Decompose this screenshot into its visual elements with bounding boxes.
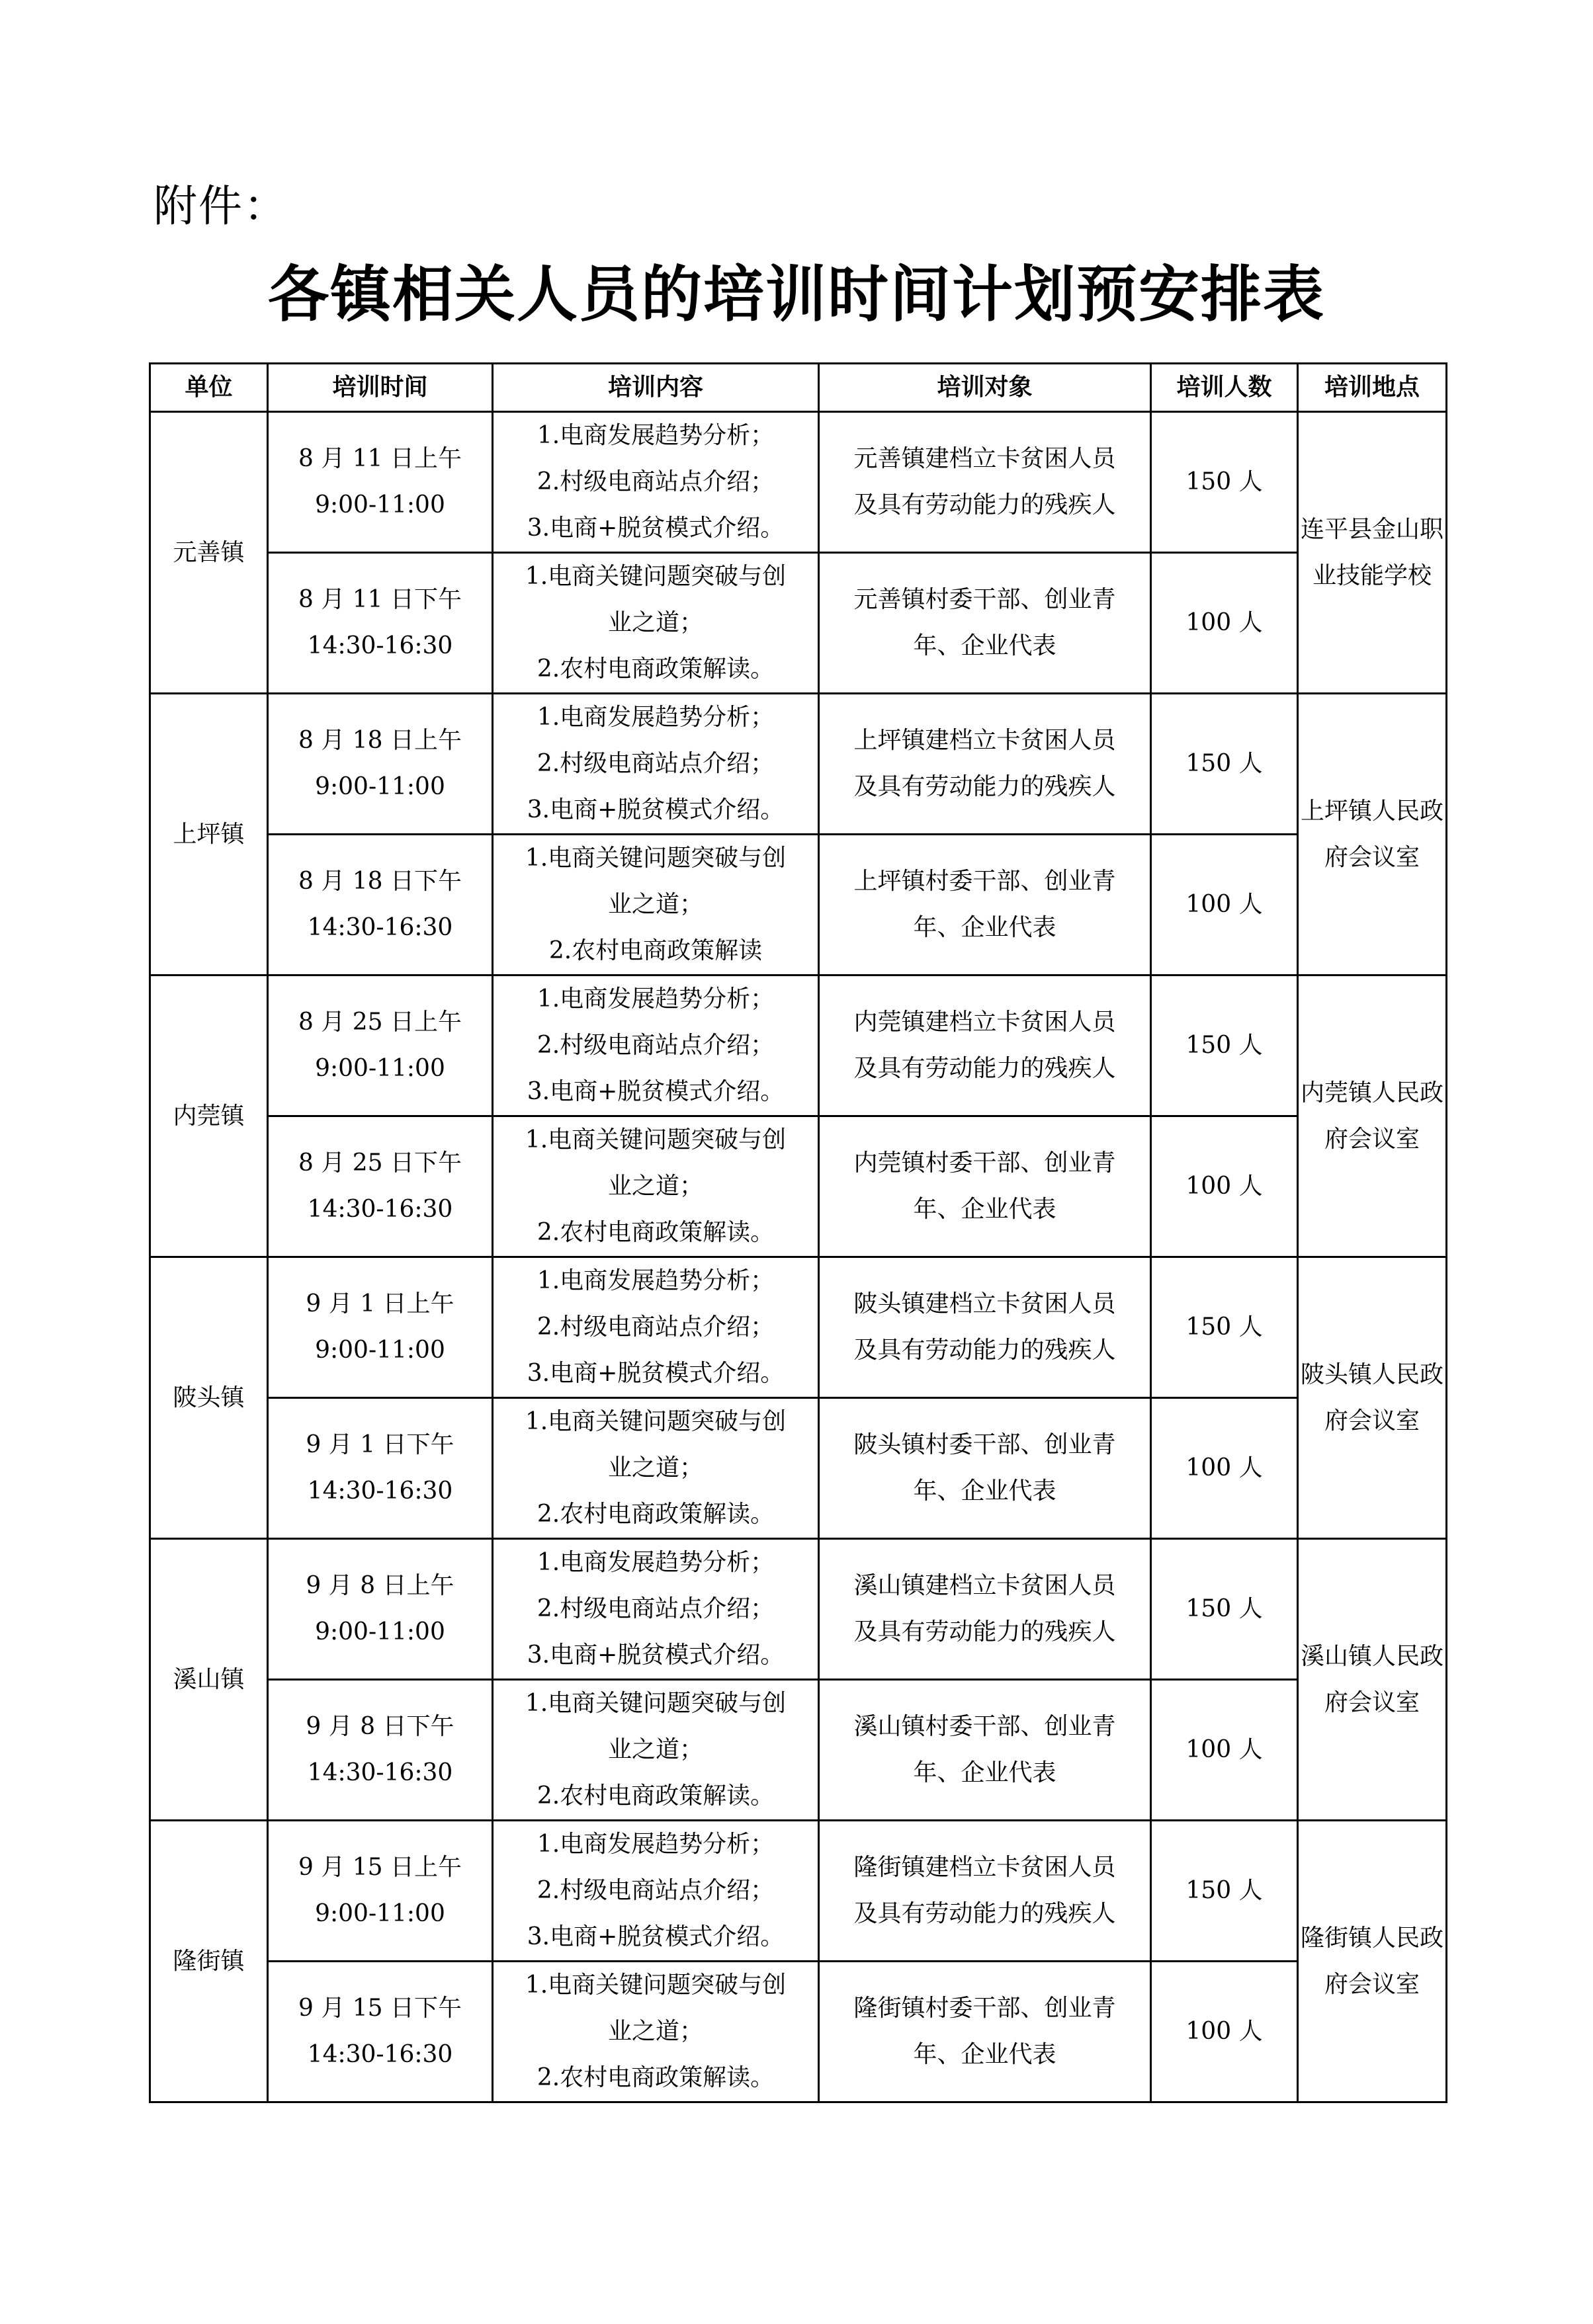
venue-cell	[1298, 975, 1447, 1257]
target-line: 年、企业代表	[913, 1196, 1056, 1223]
content-cell	[493, 975, 819, 1116]
target-cell	[819, 1821, 1151, 1962]
venue-cell	[1298, 1821, 1447, 2102]
venue-text: 连平县金山职业技能学校	[1300, 515, 1443, 589]
venue-text: 内莞镇人民政府会议室	[1300, 1079, 1443, 1153]
target-line: 隆街镇建档立卡贫困人员	[853, 1854, 1116, 1881]
content-line: 1.电商关键问题突破与创	[525, 563, 787, 590]
target-line: 及具有劳动能力的残疾人	[853, 1337, 1116, 1364]
venue-text: 隆街镇人民政府会议室	[1300, 1924, 1443, 1998]
attachment-label: 附件：	[153, 181, 288, 231]
content-line: 业之道；	[607, 2018, 703, 2045]
unit-cell: 内莞镇	[150, 975, 268, 1257]
time-line: 9:00-11:00	[315, 773, 445, 800]
target-line: 内莞镇建档立卡贫困人员	[853, 1009, 1116, 1036]
content-cell	[493, 694, 819, 835]
time-line: 9 月 8 日上午	[306, 1572, 454, 1599]
time-cell	[268, 835, 493, 975]
venue-cell	[1298, 412, 1447, 694]
table-row	[150, 1116, 1447, 1257]
target-line: 元善镇村委干部、创业青	[853, 586, 1116, 613]
time-line: 8 月 18 日下午	[298, 868, 462, 895]
table-row	[150, 553, 1447, 694]
time-line: 9:00-11:00	[315, 1055, 445, 1082]
content-line: 2.村级电商站点介绍；	[537, 1032, 775, 1059]
count-cell: 100 人	[1151, 553, 1298, 694]
target-cell	[819, 835, 1151, 975]
venue-cell	[1298, 1539, 1447, 1821]
target-line: 及具有劳动能力的残疾人	[853, 1900, 1116, 1927]
content-line: 1.电商关键问题突破与创	[525, 1971, 787, 1999]
content-cell	[493, 1821, 819, 1962]
content-line: 2.农村电商政策解读。	[537, 2064, 775, 2091]
time-line: 14:30-16:30	[307, 1477, 453, 1505]
target-cell	[819, 975, 1151, 1116]
time-line: 14:30-16:30	[307, 914, 453, 941]
header-row	[150, 364, 1447, 412]
page-title: 各镇相关人员的培训时间计划预安排表	[267, 259, 1325, 330]
count-cell: 150 人	[1151, 975, 1298, 1116]
content-line: 2.农村电商政策解读。	[537, 1501, 775, 1528]
target-cell	[819, 1680, 1151, 1821]
content-cell	[493, 1680, 819, 1821]
header-venue: 培训地点	[1298, 364, 1447, 412]
unit-cell: 隆街镇	[150, 1821, 268, 2102]
time-line: 9 月 1 日上午	[306, 1290, 454, 1317]
content-cell	[493, 1539, 819, 1680]
target-cell	[819, 1962, 1151, 2102]
time-line: 9 月 15 日下午	[298, 1995, 462, 2022]
content-line: 3.电商+脱贫模式介绍。	[527, 1923, 785, 1950]
content-line: 1.电商发展趋势分析；	[537, 1831, 775, 1858]
content-line: 2.农村电商政策解读。	[537, 655, 775, 683]
time-line: 8 月 18 日上午	[298, 727, 462, 754]
time-line: 9 月 1 日下午	[306, 1431, 454, 1458]
content-line: 2.农村电商政策解读	[548, 937, 763, 964]
time-line: 9:00-11:00	[315, 1618, 445, 1645]
target-line: 溪山镇村委干部、创业青	[853, 1713, 1116, 1740]
table-row	[150, 412, 1447, 553]
count-cell: 150 人	[1151, 1539, 1298, 1680]
schedule-body	[150, 412, 1447, 2102]
time-line: 9 月 15 日上午	[298, 1854, 462, 1881]
count-cell: 100 人	[1151, 1680, 1298, 1821]
time-cell	[268, 1398, 493, 1539]
content-cell	[493, 412, 819, 553]
count-cell: 100 人	[1151, 835, 1298, 975]
target-cell	[819, 1398, 1151, 1539]
count-cell: 150 人	[1151, 694, 1298, 835]
target-line: 溪山镇建档立卡贫困人员	[853, 1572, 1116, 1599]
count-cell: 100 人	[1151, 1116, 1298, 1257]
content-line: 2.农村电商政策解读。	[537, 1219, 775, 1246]
venue-text: 陂头镇人民政府会议室	[1300, 1360, 1443, 1434]
target-line: 及具有劳动能力的残疾人	[853, 491, 1116, 519]
content-line: 2.村级电商站点介绍；	[537, 1313, 775, 1341]
time-cell	[268, 553, 493, 694]
time-line: 8 月 25 日上午	[298, 1009, 462, 1036]
target-line: 年、企业代表	[913, 1477, 1056, 1505]
content-line: 3.电商+脱贫模式介绍。	[527, 796, 785, 823]
unit-cell: 元善镇	[150, 412, 268, 694]
time-line: 14:30-16:30	[307, 1196, 453, 1223]
time-line: 14:30-16:30	[307, 1759, 453, 1786]
time-cell	[268, 1539, 493, 1680]
table-row	[150, 1821, 1447, 1962]
content-line: 业之道；	[607, 1736, 703, 1763]
venue-text: 溪山镇人民政府会议室	[1300, 1642, 1443, 1716]
count-cell: 150 人	[1151, 412, 1298, 553]
content-line: 业之道；	[607, 891, 703, 918]
content-line: 3.电商+脱贫模式介绍。	[527, 1641, 785, 1669]
table-row	[150, 975, 1447, 1116]
schedule-table	[149, 362, 1447, 2103]
unit-cell: 溪山镇	[150, 1539, 268, 1821]
target-line: 内莞镇村委干部、创业青	[853, 1149, 1116, 1177]
content-line: 3.电商+脱贫模式介绍。	[527, 1078, 785, 1105]
content-cell	[493, 835, 819, 975]
content-line: 业之道；	[607, 609, 703, 636]
time-cell	[268, 412, 493, 553]
content-line: 1.电商发展趋势分析；	[537, 985, 775, 1013]
target-cell	[819, 1116, 1151, 1257]
target-cell	[819, 1257, 1151, 1398]
target-cell	[819, 412, 1151, 553]
unit-cell: 上坪镇	[150, 694, 268, 975]
count-cell: 150 人	[1151, 1821, 1298, 1962]
target-cell	[819, 553, 1151, 694]
content-cell	[493, 1398, 819, 1539]
target-line: 及具有劳动能力的残疾人	[853, 773, 1116, 800]
content-line: 1.电商关键问题突破与创	[525, 1126, 787, 1153]
time-cell	[268, 694, 493, 835]
target-line: 陂头镇建档立卡贫困人员	[853, 1290, 1116, 1317]
count-cell: 150 人	[1151, 1257, 1298, 1398]
target-line: 上坪镇建档立卡贫困人员	[853, 727, 1116, 754]
content-line: 1.电商发展趋势分析；	[537, 1267, 775, 1294]
unit-cell: 陂头镇	[150, 1257, 268, 1539]
content-line: 3.电商+脱贫模式介绍。	[527, 515, 785, 542]
time-cell	[268, 1116, 493, 1257]
content-cell	[493, 1962, 819, 2102]
content-line: 3.电商+脱贫模式介绍。	[527, 1360, 785, 1387]
target-line: 年、企业代表	[913, 1759, 1056, 1786]
table-row	[150, 1962, 1447, 2102]
content-line: 2.村级电商站点介绍；	[537, 1877, 775, 1904]
content-cell	[493, 1257, 819, 1398]
target-line: 元善镇建档立卡贫困人员	[853, 445, 1116, 472]
time-line: 8 月 11 日下午	[298, 586, 462, 613]
header-time: 培训时间	[268, 364, 493, 412]
time-line: 14:30-16:30	[307, 2041, 453, 2068]
content-line: 1.电商关键问题突破与创	[525, 845, 787, 872]
content-line: 2.农村电商政策解读。	[537, 1782, 775, 1809]
content-line: 1.电商发展趋势分析；	[537, 422, 775, 449]
time-cell	[268, 1680, 493, 1821]
time-line: 9:00-11:00	[315, 1337, 445, 1364]
header-target: 培训对象	[819, 364, 1151, 412]
target-line: 隆街镇村委干部、创业青	[853, 1995, 1116, 2022]
venue-text: 上坪镇人民政府会议室	[1300, 797, 1443, 871]
time-cell	[268, 1821, 493, 1962]
count-cell: 100 人	[1151, 1398, 1298, 1539]
target-cell	[819, 1539, 1151, 1680]
table-row	[150, 694, 1447, 835]
target-line: 年、企业代表	[913, 632, 1056, 659]
table-row	[150, 1539, 1447, 1680]
count-cell: 100 人	[1151, 1962, 1298, 2102]
content-line: 2.村级电商站点介绍；	[537, 750, 775, 777]
table-row	[150, 1257, 1447, 1398]
content-cell	[493, 553, 819, 694]
content-line: 业之道；	[607, 1454, 703, 1481]
header-count: 培训人数	[1151, 364, 1298, 412]
time-line: 14:30-16:30	[307, 632, 453, 659]
content-cell	[493, 1116, 819, 1257]
venue-cell	[1298, 1257, 1447, 1539]
content-line: 1.电商关键问题突破与创	[525, 1690, 787, 1717]
venue-cell	[1298, 694, 1447, 975]
time-cell	[268, 1257, 493, 1398]
target-line: 及具有劳动能力的残疾人	[853, 1055, 1116, 1082]
time-line: 9:00-11:00	[315, 1900, 445, 1927]
content-line: 1.电商关键问题突破与创	[525, 1408, 787, 1435]
header-content: 培训内容	[493, 364, 819, 412]
time-line: 8 月 25 日下午	[298, 1149, 462, 1177]
target-line: 年、企业代表	[913, 2041, 1056, 2068]
content-line: 2.村级电商站点介绍；	[537, 1595, 775, 1622]
time-cell	[268, 1962, 493, 2102]
target-line: 年、企业代表	[913, 914, 1056, 941]
time-line: 9 月 8 日下午	[306, 1713, 454, 1740]
target-line: 上坪镇村委干部、创业青	[853, 868, 1116, 895]
table-row	[150, 835, 1447, 975]
target-cell	[819, 694, 1151, 835]
table-row	[150, 1680, 1447, 1821]
table-row	[150, 1398, 1447, 1539]
content-line: 业之道；	[607, 1173, 703, 1200]
target-line: 及具有劳动能力的残疾人	[853, 1618, 1116, 1645]
content-line: 1.电商发展趋势分析；	[537, 704, 775, 731]
content-line: 1.电商发展趋势分析；	[537, 1549, 775, 1576]
time-cell	[268, 975, 493, 1116]
time-line: 8 月 11 日上午	[298, 445, 462, 472]
time-line: 9:00-11:00	[315, 491, 445, 519]
header-unit: 单位	[150, 364, 268, 412]
content-line: 2.村级电商站点介绍；	[537, 468, 775, 495]
target-line: 陂头镇村委干部、创业青	[853, 1431, 1116, 1458]
